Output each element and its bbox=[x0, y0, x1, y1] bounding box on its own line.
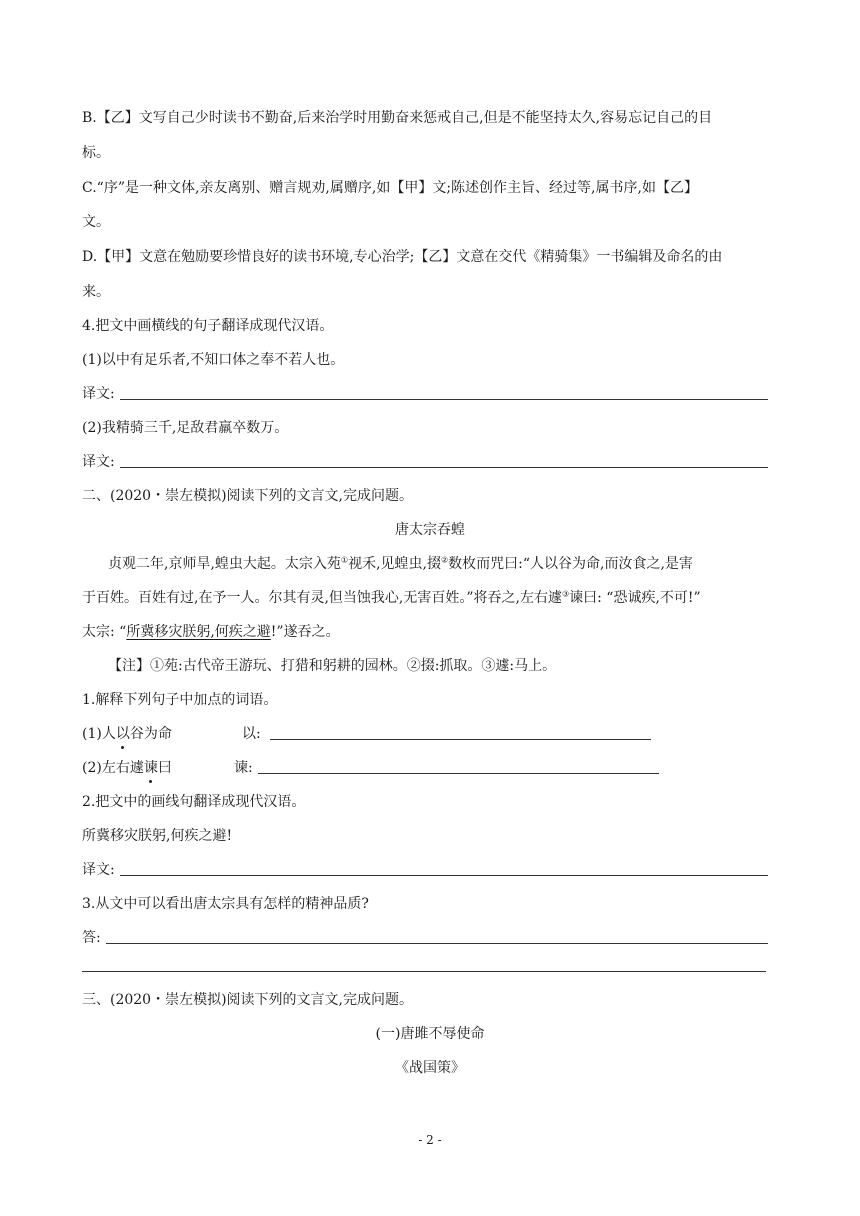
option-d-line1: D.【甲】文意在勉励要珍惜良好的读书环境,专心治学;【乙】文意在交代《精骑集》一书编辑及命名的由 bbox=[82, 249, 723, 265]
option-b-line1: B.【乙】文写自己少时读书不勤奋,后来治学时用勤奋来惩戒自己,但是不能坚持太久,容易忘记自己的目 bbox=[82, 110, 713, 126]
annotation-note: 【注】①苑:古代帝王游玩、打猎和躬耕的园林。②掇:抓取。③遽:马上。 bbox=[108, 658, 557, 674]
question-1-1: (1)人以谷为命 bbox=[82, 726, 172, 742]
page-number: - 2 - bbox=[418, 1133, 442, 1147]
answer-label: 答: bbox=[82, 930, 101, 946]
section-3-source: 《战国策》 bbox=[395, 1060, 465, 1076]
option-c-line2: 文。 bbox=[82, 214, 110, 230]
dotted-word-jian: 谏 bbox=[143, 760, 158, 776]
passage-line-1: 贞观二年,京师旱,蝗虫大起。太宗入苑①视禾,见蝗虫,掇②数枚而咒曰:“人以谷为命,而汝食之,是害 bbox=[108, 555, 693, 572]
section-3-heading: 三、(2020・崇左模拟)阅读下列的文言文,完成问题。 bbox=[82, 992, 414, 1008]
answer-line-4[interactable] bbox=[106, 943, 768, 944]
option-d-line2: 来。 bbox=[82, 284, 110, 300]
question-1: 1.解释下列句子中加点的词语。 bbox=[82, 692, 278, 708]
question-4: 4.把文中画横线的句子翻译成现代汉语。 bbox=[82, 318, 334, 334]
label-yi: 以: bbox=[242, 726, 261, 742]
section-3-title: (一)唐雎不辱使命 bbox=[375, 1026, 485, 1042]
passage-line-3: 太宗: “所冀移灾朕躬,何疾之避!”遂吞之。 bbox=[82, 624, 340, 640]
option-c-line1: C.“序”是一种文体,亲友离别、赠言规劝,属赠序,如【甲】文;陈述创作主旨、经过等,属书序,如【乙】 bbox=[82, 180, 698, 196]
section-2-title: 唐太宗吞蝗 bbox=[395, 522, 465, 538]
answer-line-yi[interactable] bbox=[270, 739, 651, 740]
answer-line-2[interactable] bbox=[120, 467, 768, 468]
answer-line-jian[interactable] bbox=[258, 773, 659, 774]
option-b-line2: 标。 bbox=[82, 145, 110, 161]
question-3: 3.从文中可以看出唐太宗具有怎样的精神品质? bbox=[82, 896, 369, 912]
translation-label-1: 译文: bbox=[82, 386, 115, 402]
question-1-2: (2)左右遽谏曰 bbox=[82, 760, 172, 776]
question-2: 2.把文中的画线句翻译成现代汉语。 bbox=[82, 794, 306, 810]
question-4-2: (2)我精骑三千,足敌君羸卒数万。 bbox=[82, 420, 289, 436]
translation-label-2: 译文: bbox=[82, 454, 115, 470]
answer-line-5[interactable] bbox=[82, 971, 766, 972]
answer-line-1[interactable] bbox=[120, 399, 768, 400]
question-4-1: (1)以中有足乐者,不知口体之奉不若人也。 bbox=[82, 352, 345, 368]
underlined-sentence: 所冀移灾朕躬,何疾之避 bbox=[126, 624, 271, 640]
label-jian: 谏: bbox=[234, 760, 253, 776]
question-2-sentence: 所冀移灾朕躬,何疾之避! bbox=[82, 828, 233, 844]
passage-line-2: 于百姓。百姓有过,在予一人。尔其有灵,但当蚀我心,无害百姓。”将吞之,左右遽③谏曰: “恐诚疾,不可!” bbox=[82, 589, 701, 606]
dotted-word-yi: 以 bbox=[115, 726, 130, 742]
translation-label-3: 译文: bbox=[82, 862, 115, 878]
section-2-heading: 二、(2020・崇左模拟)阅读下列的文言文,完成问题。 bbox=[82, 488, 414, 504]
answer-line-3[interactable] bbox=[120, 875, 768, 876]
